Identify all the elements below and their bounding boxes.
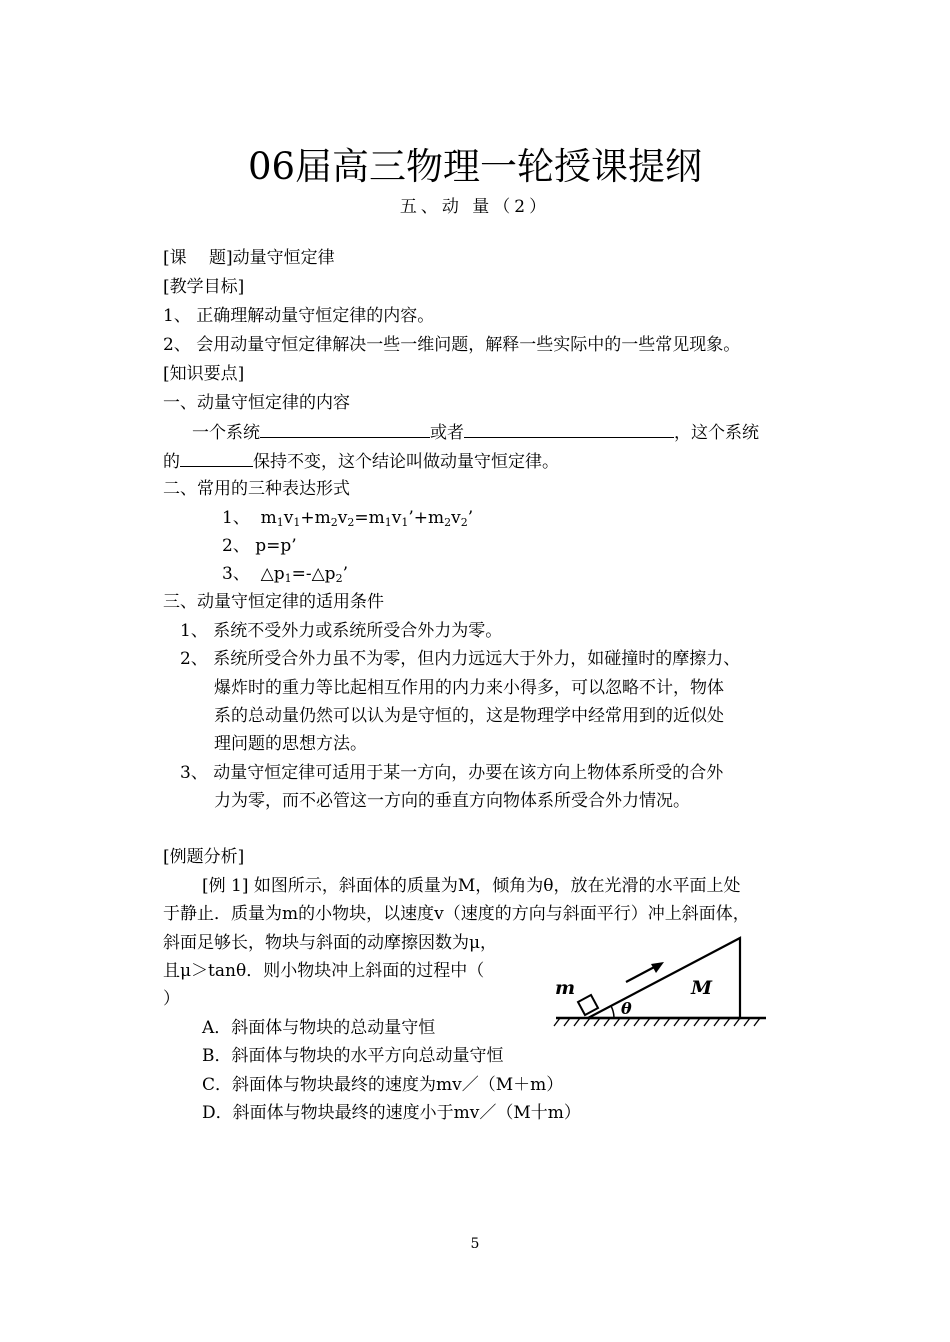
example-line: ）	[163, 989, 180, 1009]
incline-wedge	[588, 938, 740, 1018]
formula-3: 3、 $\triangle p_1=-\triangle p_2$’	[222, 564, 348, 585]
fill-blank[interactable]	[260, 420, 430, 438]
fill-text: ，这个系统	[674, 423, 759, 443]
example-line: 于静止．质量为m的小物块，以速度v（速度的方向与斜面平行）冲上斜面体，	[163, 904, 750, 924]
formula-1: 1、 $m_1v_1+m_2v_2=m_1v_1’+m_2v_2$’	[222, 508, 474, 529]
goal-item: 2、 会用动量守恒定律解决一些一维问题，解释一些实际中的一些常见现象。	[163, 335, 741, 355]
section-3-heading: 三、动量守恒定律的适用条件	[163, 592, 384, 612]
example-heading: [例题分析]	[163, 847, 245, 867]
condition-line: 1、 系统不受外力或系统所受合外力为零。	[180, 621, 503, 641]
formula-2: 2、 p=p’	[222, 536, 297, 556]
formula-part: ’	[342, 564, 348, 584]
angle-arc	[611, 1006, 614, 1018]
fill-in-line-1	[192, 420, 759, 444]
page-number: 5	[470, 1236, 480, 1252]
condition-line: 3、 动量守恒定律可适用于某一方向，办要在该方向上物体系所受的合外	[180, 763, 724, 783]
fill-blank[interactable]	[464, 420, 674, 438]
incline-figure	[548, 930, 773, 1030]
example-line: [例 1] 如图所示，斜面体的质量为M，倾角为θ，放在光滑的水平面上处	[202, 876, 741, 896]
formula-number: 3、	[222, 564, 250, 584]
option-b: B．斜面体与物块的水平方向总动量守恒	[202, 1046, 504, 1066]
formula-part: =-△p	[291, 564, 336, 584]
knowledge-heading: [知识要点]	[163, 364, 245, 384]
formula-part: △p	[260, 564, 285, 584]
fill-text: 或者	[430, 423, 464, 443]
goals-heading: [教学目标]	[163, 277, 245, 297]
option-d: D．斜面体与物块最终的速度小于mv／（M十m）	[202, 1103, 581, 1123]
condition-line: 2、 系统所受合外力虽不为零，但内力远远大于外力，如碰撞时的摩擦力、	[180, 649, 741, 669]
page-subtitle: 五、动 量（2）	[399, 197, 551, 217]
example-line: 且μ＞tanθ．则小物块冲上斜面的过程中（	[163, 961, 485, 981]
option-c: C．斜面体与物块最终的速度为mv／（M＋m）	[202, 1075, 564, 1095]
label-M: M	[691, 977, 713, 999]
fill-in-line-2	[163, 449, 559, 473]
condition-line: 爆炸时的重力等比起相互作用的内力来小得多，可以忽略不计，物体	[214, 678, 724, 698]
option-a: A．斜面体与物块的总动量守恒	[202, 1018, 436, 1038]
arrow-head	[651, 962, 664, 973]
fill-blank[interactable]	[180, 449, 253, 467]
label-m: m	[555, 977, 576, 999]
section-1-heading: 一、动量守恒定律的内容	[163, 393, 350, 413]
label-theta: θ	[621, 999, 632, 1018]
section-2-heading: 二、常用的三种表达形式	[163, 479, 350, 499]
condition-line: 力为零，而不必管这一方向的垂直方向物体系所受合外力情况。	[214, 791, 690, 811]
condition-line: 理问题的思想方法。	[214, 734, 367, 754]
goal-item: 1、 正确理解动量守恒定律的内容。	[163, 306, 435, 326]
fill-text: 一个系统	[192, 423, 260, 443]
topic-line: [课 题]动量守恒定律	[163, 248, 335, 268]
formula-number: 1、	[222, 508, 250, 528]
page-title: 06届高三物理一轮授课提纲	[247, 145, 703, 188]
fill-text: 的	[163, 452, 180, 472]
fill-text: 保持不变，这个结论叫做动量守恒定律。	[253, 452, 559, 472]
example-line: 斜面足够长，物块与斜面的动摩擦因数为μ，	[163, 933, 498, 953]
condition-line: 系的总动量仍然可以认为是守恒的，这是物理学中经常用到的近似处	[214, 706, 724, 726]
block-m	[578, 995, 598, 1015]
